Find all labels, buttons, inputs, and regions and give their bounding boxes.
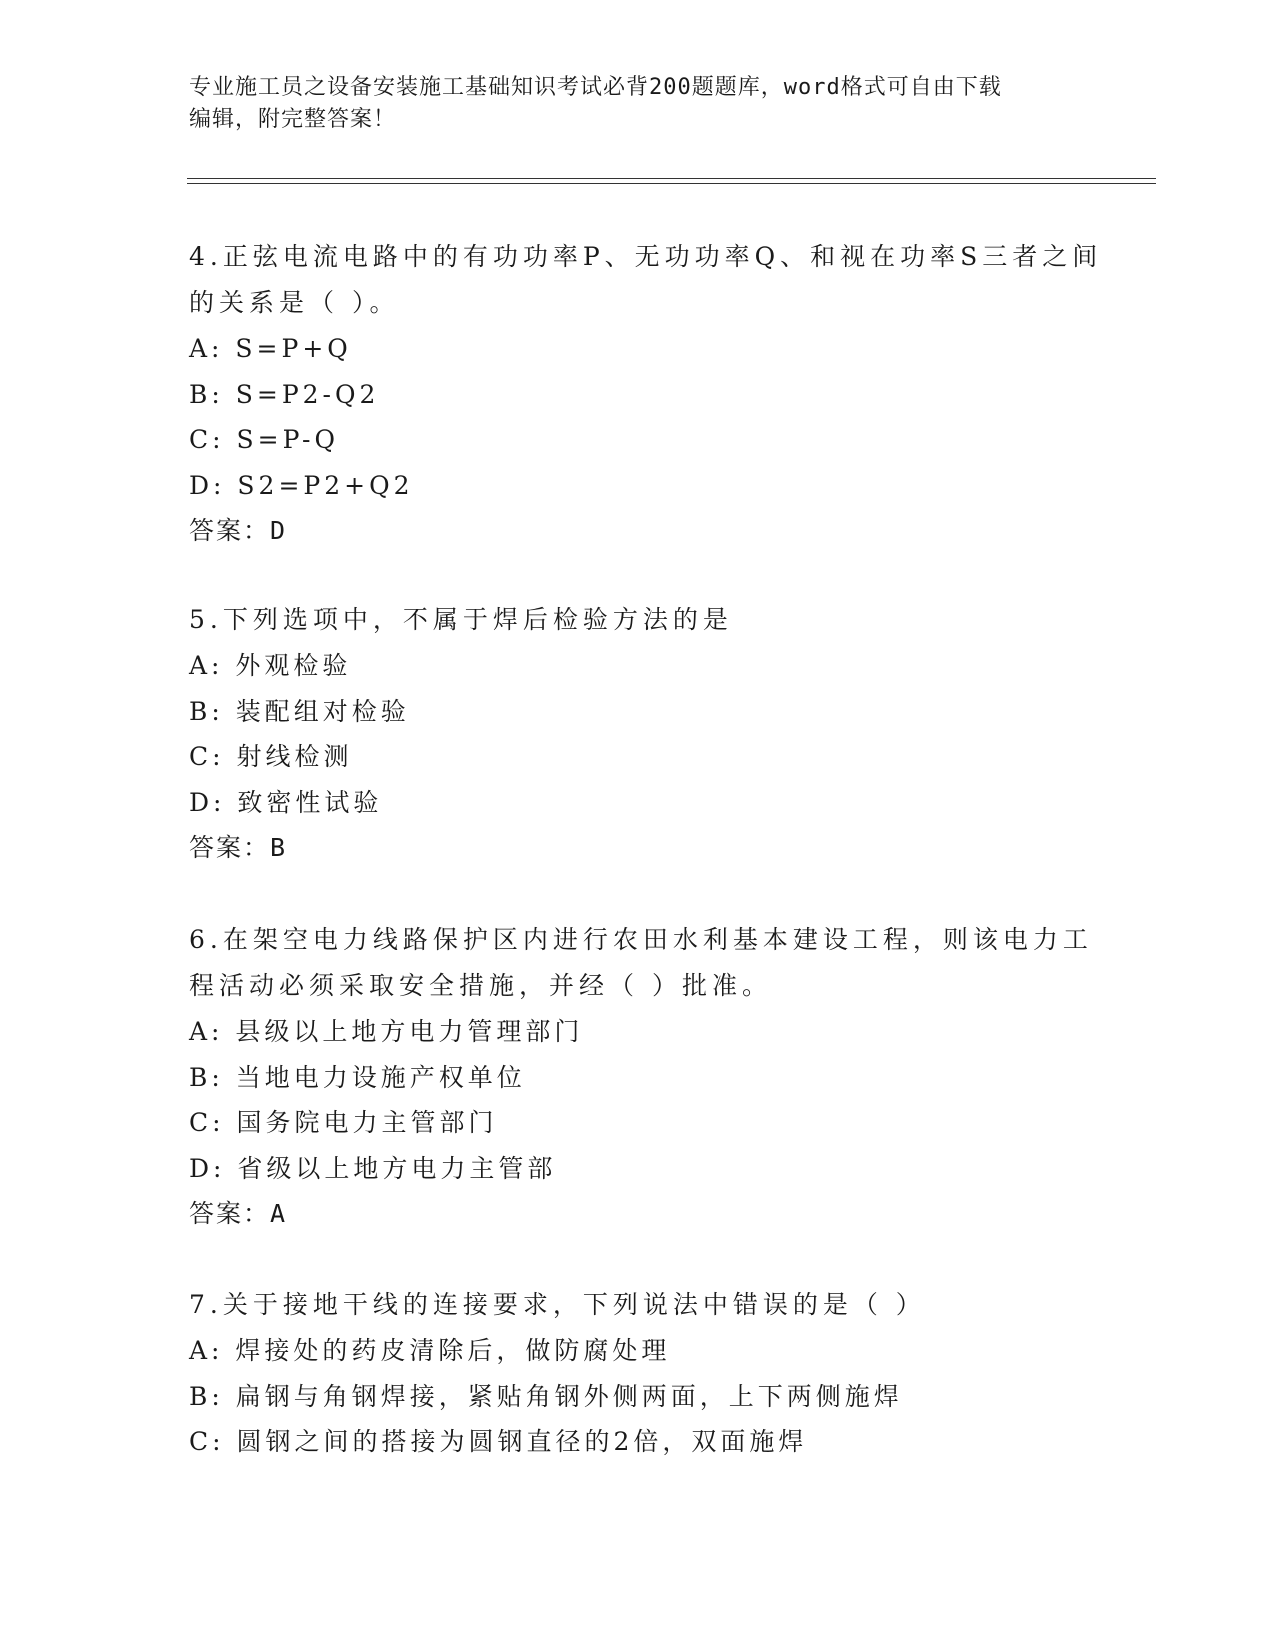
option-a: A: 县级以上地方电力管理部门: [189, 1017, 584, 1046]
option-a: A: 焊接处的药皮清除后，做防腐处理: [189, 1336, 671, 1365]
document-header: [189, 72, 1069, 136]
question-stem: 程活动必须采取安全措施，并经（ ）批准。: [189, 971, 772, 1000]
question-block: [189, 597, 1089, 871]
answer-line: 答案：A: [189, 1199, 288, 1228]
question-block: [189, 917, 1093, 1237]
option-b: B: 扁钢与角钢焊接，紧贴角钢外侧两面，上下两侧施焊: [189, 1381, 903, 1411]
option-a: A: 外观检验: [189, 651, 352, 680]
header-line-1: 专业施工员之设备安装施工基础知识考试必背200题题库，word格式可自由下载: [189, 75, 1002, 100]
question-block: [189, 1282, 1089, 1465]
question-stem: 5.下列选项中，不属于焊后检验方法的是: [189, 605, 733, 634]
question-block: [189, 234, 1103, 554]
question-stem: 4.正弦电流电路中的有功功率P、无功功率Q、和视在功率S三者之间: [189, 242, 1103, 271]
header-line-2: 编辑，附完整答案！: [189, 107, 397, 132]
option-c: C: 国务院电力主管部门: [189, 1108, 498, 1137]
header-divider-top: [187, 178, 1156, 179]
question-stem: 7.关于接地干线的连接要求，下列说法中错误的是（ ）: [189, 1290, 926, 1319]
option-b: B: 当地电力设施产权单位: [189, 1062, 526, 1092]
question-stem: 6.在架空电力线路保护区内进行农田水利基本建设工程，则该电力工: [189, 925, 1093, 954]
answer-line: 答案：B: [189, 833, 288, 862]
option-d: D: 省级以上地方电力主管部: [189, 1153, 557, 1183]
header-divider-bottom: [187, 183, 1156, 184]
option-d: D: 致密性试验: [189, 787, 383, 817]
option-c: C: S=P-Q: [189, 425, 339, 454]
option-a: A: S=P+Q: [189, 334, 352, 363]
option-b: B: 装配组对检验: [189, 696, 410, 726]
question-stem: 的关系是（ ）。: [189, 288, 400, 317]
option-c: C: 射线检测: [189, 742, 353, 771]
option-d: D: S2=P2+Q2: [189, 470, 414, 500]
option-c: C: 圆钢之间的搭接为圆钢直径的2倍，双面施焊: [189, 1427, 808, 1456]
answer-line: 答案：D: [189, 516, 288, 545]
option-b: B: S=P2-Q2: [189, 379, 380, 409]
